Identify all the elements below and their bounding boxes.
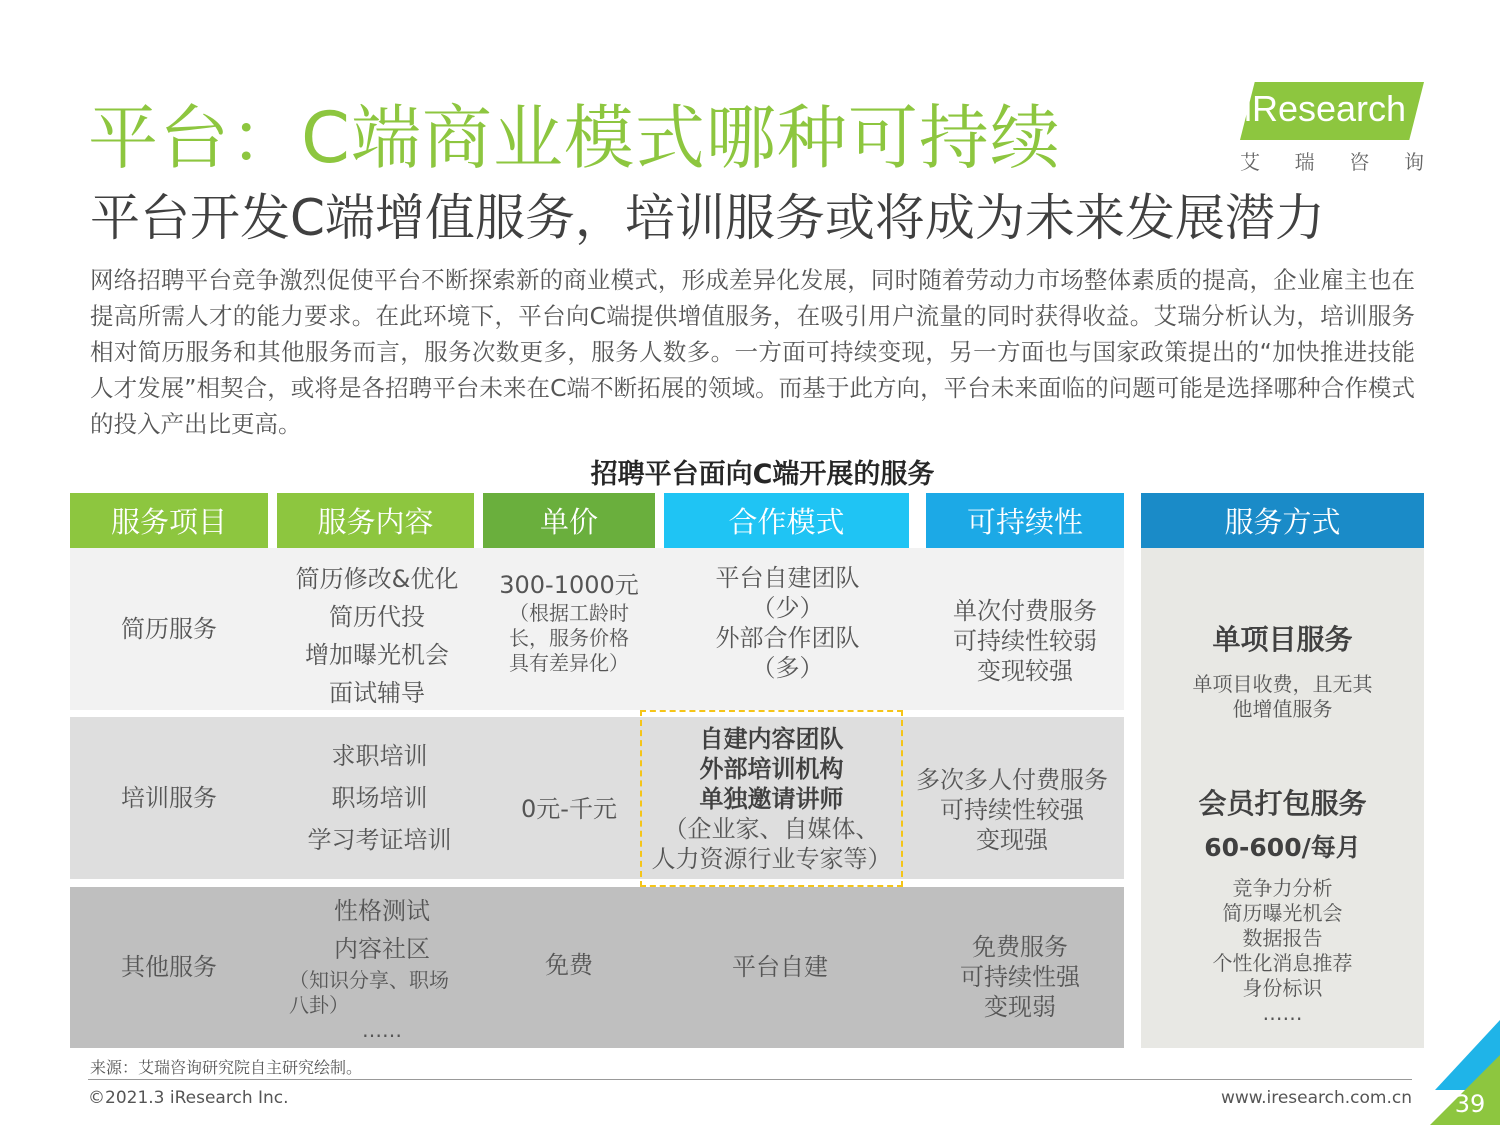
price-note-line: 具有差异化） bbox=[509, 651, 629, 675]
row-mode bbox=[665, 548, 910, 698]
content-note-line: （知识分享、职场 bbox=[289, 968, 449, 992]
header-price: 单价 bbox=[483, 493, 655, 548]
mode-line: （多） bbox=[751, 654, 824, 682]
member-item: 身份标识 bbox=[1242, 976, 1323, 1000]
mode-bold-line: 自建内容团队 bbox=[699, 724, 844, 753]
row-content bbox=[277, 717, 482, 879]
row-item-text: 简历服务 bbox=[121, 614, 217, 643]
sustain-line: 可持续性较弱 bbox=[953, 626, 1097, 655]
row-item-text: 其他服务 bbox=[121, 953, 217, 981]
price-value: 0元-千元 bbox=[521, 795, 617, 823]
sustain-line: 免费服务 bbox=[972, 933, 1068, 961]
content-line: 职场培训 bbox=[331, 784, 428, 812]
content-line: 面试辅导 bbox=[329, 679, 425, 707]
logo-chinese bbox=[1240, 146, 1424, 175]
price-value: 300-1000元 bbox=[499, 571, 639, 599]
logo-wordmark: iResearch bbox=[1244, 88, 1407, 129]
mode-line: 平台自建 bbox=[732, 953, 828, 981]
row-mode bbox=[665, 887, 895, 1048]
member-service-block bbox=[1141, 782, 1424, 1026]
table-row-resume bbox=[70, 548, 1124, 710]
mode-note-line: （企业家、自媒体、 bbox=[663, 814, 880, 843]
price-note-line: （根据工龄时 bbox=[509, 601, 629, 625]
mode-note-line: 人力资源行业专家等） bbox=[651, 844, 892, 873]
member-item: 简历曝光机会 bbox=[1222, 901, 1343, 925]
source-note: 来源：艾瑞咨询研究院自主研究绘制。 bbox=[90, 1058, 363, 1077]
content-line: 简历修改&优化 bbox=[295, 565, 459, 593]
logo-char: 咨 bbox=[1349, 150, 1370, 174]
mode-bold-line: 单独邀请讲师 bbox=[699, 784, 844, 813]
iresearch-logo bbox=[1236, 82, 1426, 172]
website: www.iresearch.com.cn bbox=[1220, 1088, 1412, 1108]
logo-char: 询 bbox=[1403, 150, 1424, 174]
sustain-line: 变现弱 bbox=[984, 993, 1056, 1021]
row-item-text: 培训服务 bbox=[121, 783, 217, 812]
footer-divider bbox=[88, 1079, 1412, 1080]
table-row-training bbox=[70, 717, 1124, 879]
content-line: 简历代投 bbox=[329, 603, 425, 631]
highlight-box-mode bbox=[640, 710, 903, 887]
sustain-line: 变现较强 bbox=[977, 656, 1073, 685]
content-line: 学习考证培训 bbox=[307, 826, 452, 854]
member-item: 数据报告 bbox=[1242, 926, 1323, 950]
header-sustainability: 可持续性 bbox=[926, 493, 1124, 548]
header-service-content: 服务内容 bbox=[277, 493, 474, 548]
mode-line: 平台自建团队 bbox=[715, 564, 860, 592]
sustain-line: 可持续性较强 bbox=[940, 795, 1084, 824]
service-mode-panel bbox=[1141, 548, 1424, 1048]
row-content bbox=[277, 887, 487, 1048]
table-row-other bbox=[70, 887, 1124, 1048]
header-service-item: 服务项目 bbox=[70, 493, 268, 548]
content-line: 性格测试 bbox=[334, 897, 430, 925]
single-service-block bbox=[1141, 618, 1424, 722]
header-cooperation-mode: 合作模式 bbox=[664, 493, 909, 548]
price-note-line: 长，服务价格 bbox=[509, 626, 629, 650]
row-price bbox=[483, 717, 655, 902]
table-title: 招聘平台面向C端开展的服务 bbox=[590, 459, 935, 490]
single-service-title: 单项目服务 bbox=[1212, 623, 1353, 656]
member-item: 竞争力分析 bbox=[1232, 876, 1333, 900]
content-line: 内容社区 bbox=[334, 935, 430, 963]
mode-bold-line: 外部培训机构 bbox=[699, 754, 844, 783]
row-price bbox=[483, 548, 655, 698]
row-sustainability bbox=[906, 717, 1118, 902]
sustain-line: 可持续性强 bbox=[960, 963, 1080, 991]
row-sustainability bbox=[926, 548, 1124, 733]
page-subtitle: 平台开发C端增值服务，培训服务或将成为未来发展潜力 bbox=[90, 189, 1325, 247]
mode-line: 外部合作团队 bbox=[715, 624, 860, 652]
row-content bbox=[277, 562, 477, 710]
copyright: ©2021.3 iResearch Inc. bbox=[88, 1088, 289, 1108]
row-price bbox=[483, 887, 655, 1043]
content-ellipsis: …… bbox=[362, 1018, 402, 1042]
content-line: 求职培训 bbox=[331, 742, 428, 770]
page-number: 39 bbox=[1454, 1089, 1486, 1118]
row-sustainability bbox=[916, 887, 1124, 1067]
intro-paragraph: 网络招聘平台竞争激烈促使平台不断探索新的商业模式，形成差异化发展，同时随着劳动力市场整体素质的提高，企业雇主也在提高所需人才的能力要求。在此环境下，平台向C端提供增值服务，在吸引用户流量的同时获得收益。艾瑞分析认为，培训服务相对简历服务和其他服务而言，服务次数更多，服务人数多。一方面可持续变现，另一方面也与国家政策提出的“加快推进技能人才发展”相契合，或将是各招聘平台未来在C端不断拓展的领域。而基于此方向，平台未来面临的问题可能是选择哪种合作模式的投入产出比更高。 bbox=[90, 266, 1415, 438]
price-value: 免费 bbox=[545, 950, 593, 979]
member-service-title: 会员打包服务 bbox=[1198, 787, 1367, 820]
header-service-mode: 服务方式 bbox=[1141, 493, 1424, 548]
sustain-line: 多次多人付费服务 bbox=[916, 765, 1108, 794]
member-item: …… bbox=[1262, 1001, 1303, 1025]
row-item-label bbox=[70, 717, 268, 879]
row-item-label bbox=[70, 887, 268, 1048]
member-item: 个性化消息推荐 bbox=[1212, 951, 1353, 975]
member-service-price: 60-600/每月 bbox=[1204, 833, 1361, 862]
logo-char: 艾 bbox=[1240, 150, 1260, 174]
sustain-line: 单次付费服务 bbox=[953, 596, 1097, 625]
content-line: 增加曝光机会 bbox=[305, 641, 449, 669]
content-note-line: 八卦） bbox=[289, 993, 349, 1017]
page-title: 平台：C端商业模式哪种可持续 bbox=[88, 97, 1061, 179]
sustain-line: 变现强 bbox=[976, 825, 1048, 854]
mode-line: （少） bbox=[751, 594, 824, 622]
single-service-desc: 他增值服务 bbox=[1232, 697, 1333, 721]
single-service-desc: 单项目收费，且无其 bbox=[1192, 672, 1373, 696]
logo-char: 瑞 bbox=[1294, 150, 1315, 174]
row-item-label bbox=[70, 548, 268, 710]
